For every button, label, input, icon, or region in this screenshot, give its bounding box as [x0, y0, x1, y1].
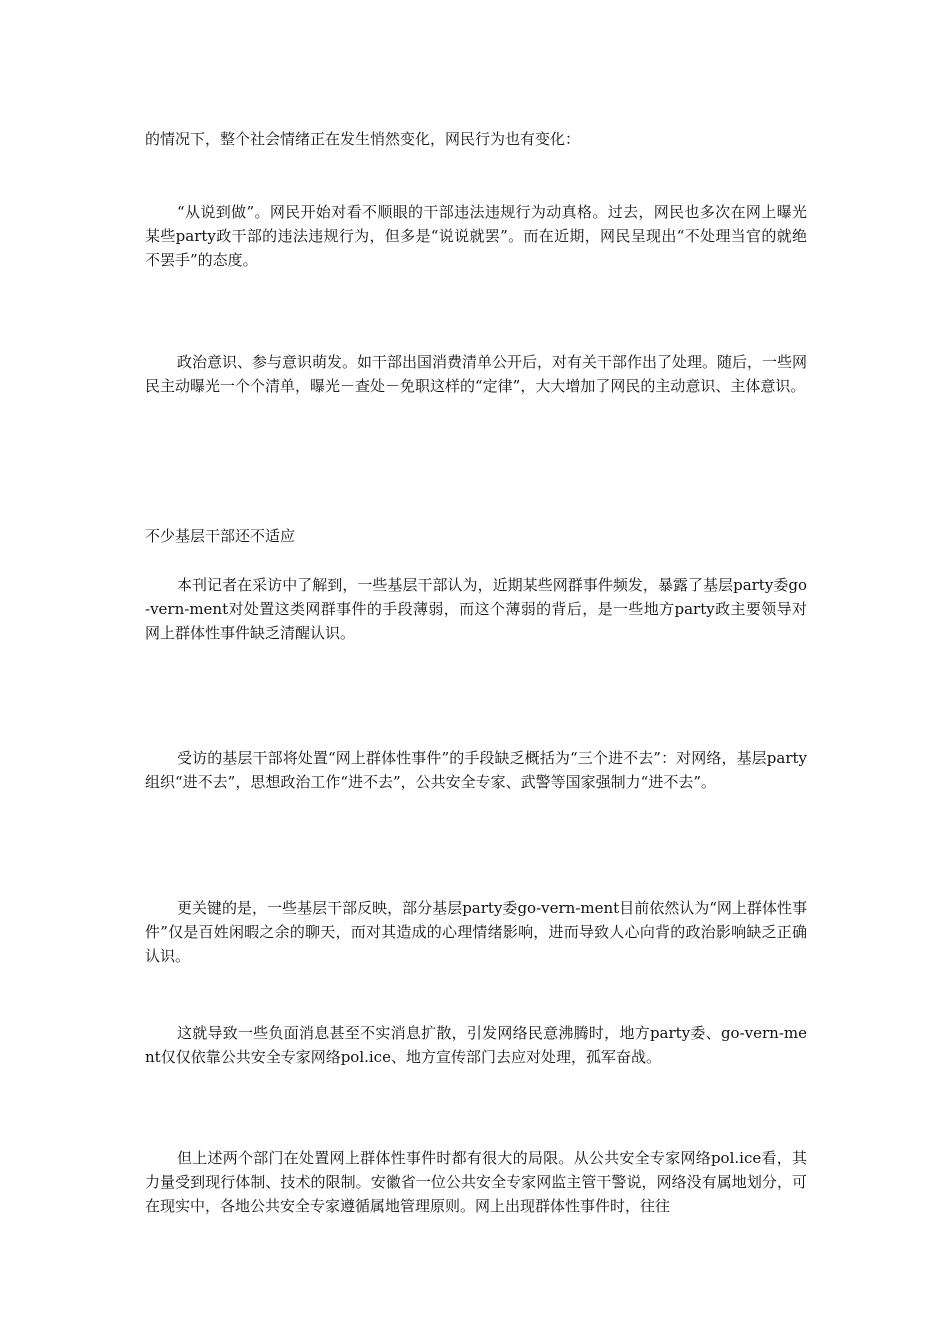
paragraph-key-issue: 更关键的是，一些基层干部反映，部分基层party委go-vern-ment目前依然认为“网上群体性事件”仅是百姓闲暇之余的聊天，而对其造成的心理情绪影响，进而导致人心向背的政治影响缺乏正确认识。	[145, 899, 807, 965]
section-heading: 不少基层干部还不适应	[145, 527, 296, 545]
paragraph-limitations: 但上述两个部门在处置网上群体性事件时都有很大的局限。从公共安全专家网络pol.ice看，其力量受到现行体制、技术的限制。安徽省一位公共安全专家网监主管干警说，网络没有属地划分，可在现实中，各地公共安全专家遵循属地管理原则。网上出现群体性事件时，往往	[145, 1149, 807, 1215]
paragraph-consequence: 这就导致一些负面消息甚至不实消息扩散，引发网络民意沸腾时，地方party委、go-vern-ment仅仅依靠公共安全专家网络pol.ice、地方宣传部门去应对处理，孤军奋战。	[145, 1024, 807, 1066]
paragraph-political-awareness: 政治意识、参与意识萌发。如干部出国消费清单公开后，对有关干部作出了处理。随后，一些网民主动曝光一个个清单，曝光－查处－免职这样的“定律”，大大增加了网民的主动意识、主体意识。	[145, 353, 808, 395]
paragraph-reporter-interview: 本刊记者在采访中了解到，一些基层干部认为，近期某些网群事件频发，暴露了基层party委go-vern-ment对处置这类网群事件的手段薄弱，而这个薄弱的背后，是一些地方party政主要领导对网上群体性事件缺乏清醒认识。	[145, 576, 807, 642]
paragraph-from-words-to-action: “从说到做”。网民开始对看不顺眼的干部违法违规行为动真格。过去，网民也多次在网上曝光某些party政干部的违法违规行为，但多是“说说就罢”。而在近期，网民呈现出“不处理当官的就绝不罢手”的态度。	[145, 203, 807, 269]
paragraph-intro: 的情况下，整个社会情绪正在发生悄然变化，网民行为也有变化：	[145, 130, 581, 148]
paragraph-three-cannot-enter: 受访的基层干部将处置“网上群体性事件”的手段缺乏概括为“三个进不去”：对网络，基层party组织“进不去”，思想政治工作“进不去”，公共安全专家、武警等国家强制力“进不去”。	[145, 749, 807, 791]
